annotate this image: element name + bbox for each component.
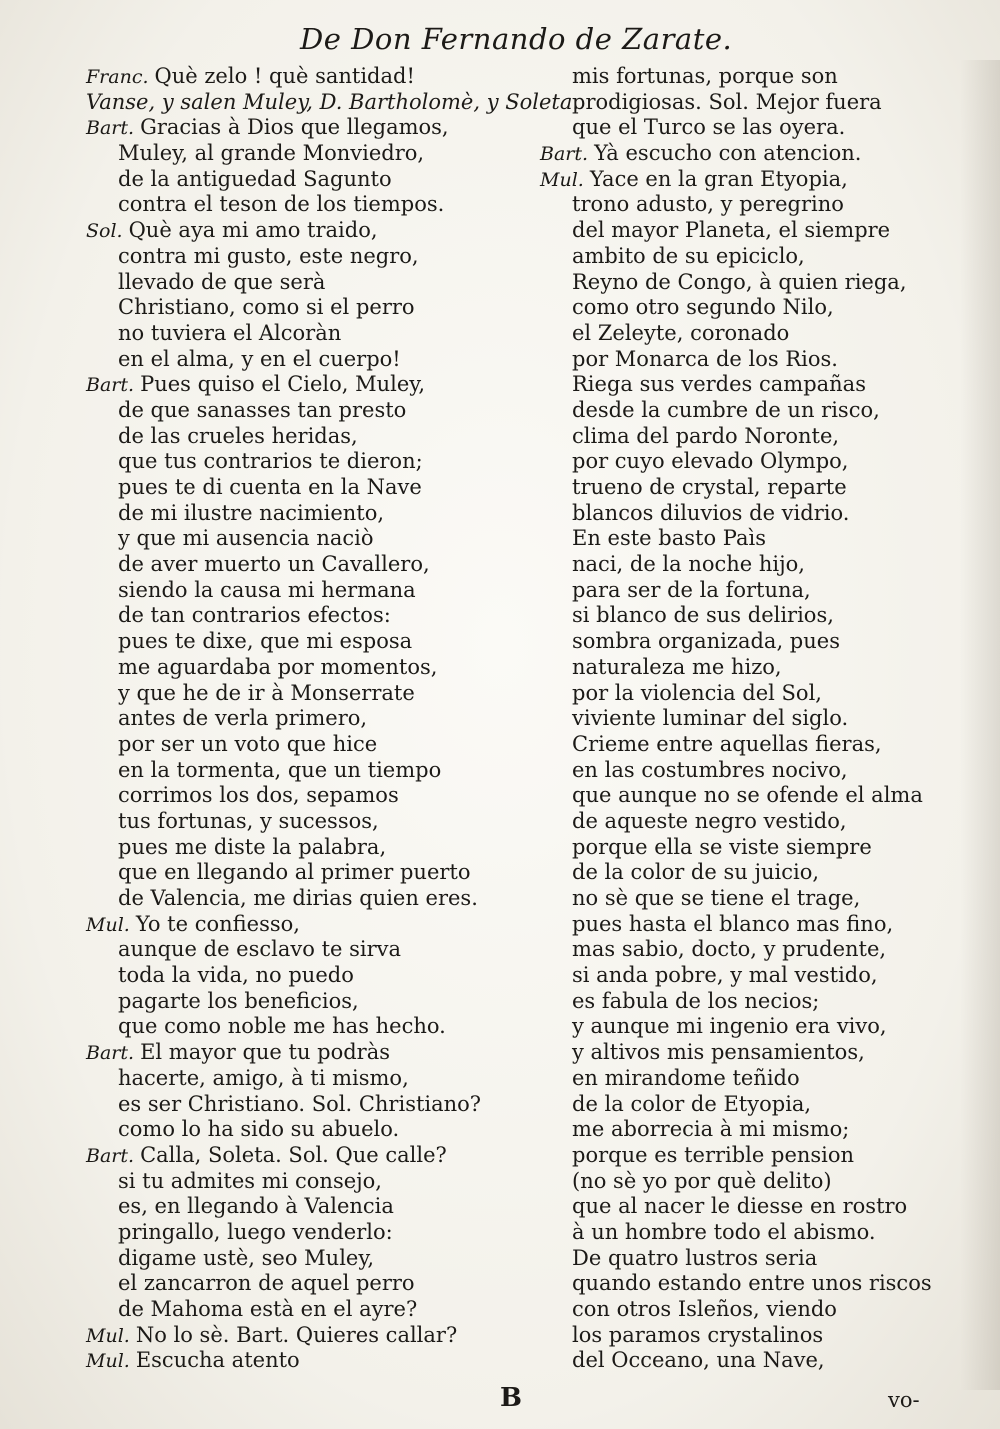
verse-line: pues te dixe, que mi esposa xyxy=(118,629,413,654)
verse-line: y que he de ir à Monserrate xyxy=(118,680,415,705)
verse-line: por la violencia del Sol, xyxy=(572,680,822,705)
verse-line: siendo la causa mi hermana xyxy=(118,577,416,602)
verse-line xyxy=(86,115,516,141)
speaker-name: Mul. xyxy=(540,168,584,191)
verse-line: me aguardaba por momentos, xyxy=(118,654,438,679)
verse-line: en las costumbres nocivo, xyxy=(572,757,848,782)
verse-line xyxy=(86,218,516,244)
verse-line: de aqueste negro vestido, xyxy=(572,808,847,833)
verse-line: es ser Christiano. Sol. Christiano? xyxy=(118,1091,482,1116)
verse-line: por ser un voto que hice xyxy=(118,731,378,756)
speaker-name: Bart. xyxy=(540,143,589,166)
verse-line: contra mi gusto, este negro, xyxy=(118,243,419,268)
verse-line: corrimos los dos, sepamos xyxy=(118,783,399,808)
verse-line: que aunque no se ofende el alma xyxy=(572,783,923,808)
verse-line: para ser de la fortuna, xyxy=(572,577,811,602)
verse-line: mis fortunas, porque son xyxy=(572,64,838,88)
verse-line: de aver muerto un Cavallero, xyxy=(118,552,430,577)
verse-text: Yà escucho con atencion. xyxy=(594,141,862,166)
verse-line: y altivos mis pensamientos, xyxy=(572,1040,865,1065)
verse-line: y aunque mi ingenio era vivo, xyxy=(572,1014,887,1039)
verse-line: De quatro lustros seria xyxy=(572,1245,818,1270)
verse-line: Muley, al grande Monviedro, xyxy=(118,141,425,166)
verse-line: naturaleza me hizo, xyxy=(572,654,782,679)
verse-line: llevado de que serà xyxy=(118,269,326,294)
verse-line: blancos diluvios de vidrio. xyxy=(572,500,850,525)
verse-line: de mi ilustre nacimiento, xyxy=(118,500,385,525)
verse-line: pues me diste la palabra, xyxy=(118,834,387,859)
verse-line: (no sè yo por què delito) xyxy=(572,1168,832,1193)
verse-line: pringallo, luego venderlo: xyxy=(118,1219,393,1244)
verse-line: me aborrecia à mi mismo; xyxy=(572,1117,850,1142)
verse-line: el zancarron de aquel perro xyxy=(118,1271,415,1296)
verse-line: de la antiguedad Sagunto xyxy=(118,166,392,191)
speaker-name: Franc. xyxy=(86,66,149,88)
verse-line: porque es terrible pension xyxy=(572,1142,855,1167)
verse-line: que tus contrarios te dieron; xyxy=(118,449,423,474)
verse-line: porque ella se viste siempre xyxy=(572,834,872,859)
verse-text: Calla, Soleta. Sol. Que calle? xyxy=(140,1142,447,1167)
verse-line: viviente luminar del siglo. xyxy=(572,706,849,731)
verse-line: de Valencia, me dirias quien eres. xyxy=(118,886,478,910)
verse-line: digame ustè, seo Muley, xyxy=(118,1245,375,1270)
verse-line: en la tormenta, que un tiempo xyxy=(118,757,442,782)
speaker-name: Mul. xyxy=(86,1324,130,1347)
verse-text: Gracias à Dios que llegamos, xyxy=(140,115,449,140)
verse-text: Què aya mi amo traido, xyxy=(128,218,378,243)
verse-line: de tan contrarios efectos: xyxy=(118,603,391,628)
verse-line: contra el teson de los tiempos. xyxy=(118,192,445,217)
verse-line: toda la vida, no puedo xyxy=(118,963,354,988)
signature-mark: B xyxy=(500,1383,522,1413)
verse-line: aunque de esclavo te sirva xyxy=(118,937,402,962)
verse-line: en el alma, y en el cuerpo! xyxy=(118,346,401,371)
verse-line: quando estando entre unos riscos xyxy=(572,1271,932,1296)
verse-line xyxy=(86,372,516,398)
verse-line: antes de verla primero, xyxy=(118,706,368,731)
verse-line: en mirandome teñido xyxy=(572,1065,800,1090)
verse-line: Crieme entre aquellas fieras, xyxy=(572,731,882,756)
verse-line: que en llegando al primer puerto xyxy=(118,860,471,885)
verse-line xyxy=(86,1348,516,1374)
speaker-name: Bart. xyxy=(86,117,135,140)
page-edge-shadow xyxy=(960,60,1000,1390)
speaker-name: Bart. xyxy=(86,1144,135,1167)
left-column xyxy=(86,64,580,1374)
verse-line: el Zeleyte, coronado xyxy=(572,320,790,345)
verse-line: si anda pobre, y mal vestido, xyxy=(572,963,878,988)
speaker-name: Mul. xyxy=(86,1350,130,1373)
speaker-name: Mul. xyxy=(86,913,130,936)
verse-line: prodigiosas. Sol. Mejor fuera xyxy=(572,89,882,114)
verse-line: desde la cumbre de un risco, xyxy=(572,397,880,422)
verse-line: de la color de Etyopia, xyxy=(572,1091,812,1116)
speaker-name: Bart. xyxy=(86,374,135,397)
verse-line: tus fortunas, y sucessos, xyxy=(118,808,379,833)
speaker-name: Sol. xyxy=(86,220,123,243)
verse-text: Pues quiso el Cielo, Muley, xyxy=(140,372,426,397)
verse-line xyxy=(86,1143,516,1169)
verse-line: Riega sus verdes campañas xyxy=(572,372,866,397)
verse-line: como lo ha sido su abuelo. xyxy=(118,1117,400,1142)
verse-line: los paramos crystalinos xyxy=(572,1322,824,1347)
verse-line: à un hombre todo el abismo. xyxy=(572,1219,876,1244)
verse-line: no tuviera el Alcoràn xyxy=(118,320,342,345)
verse-line: por cuyo elevado Olympo, xyxy=(572,449,849,474)
verse-line: clima del pardo Noronte, xyxy=(572,423,840,448)
verse-line: por Monarca de los Rios. xyxy=(572,346,838,371)
right-column xyxy=(540,64,940,1374)
verse-text: Escucha atento xyxy=(135,1348,300,1373)
verse-text: Yo te confiesso, xyxy=(135,911,300,936)
verse-line xyxy=(540,141,940,167)
verse-line: En este basto Paìs xyxy=(572,526,766,551)
verse-line: naci, de la noche hijo, xyxy=(572,552,805,577)
verse-line: pues te di cuenta en la Nave xyxy=(118,475,422,499)
verse-line: mas sabio, docto, y prudente, xyxy=(572,937,887,962)
verse-line: ambito de su epiciclo, xyxy=(572,243,805,268)
verse-line: de la color de su juicio, xyxy=(572,860,820,885)
verse-line xyxy=(86,912,516,938)
speaker-name: Bart. xyxy=(86,1042,135,1065)
verse-line: que el Turco se las oyera. xyxy=(572,115,846,140)
verse-line: si tu admites mi consejo, xyxy=(118,1168,382,1193)
verse-line xyxy=(86,1040,516,1066)
verse-line xyxy=(540,167,940,193)
verse-line xyxy=(86,1323,516,1349)
verse-text: Yace en la gran Etyopia, xyxy=(589,166,848,191)
verse-line: Christiano, como si el perro xyxy=(118,295,415,320)
verse-text: Què zelo ! què santidad! xyxy=(154,64,415,88)
verse-line: de Mahoma està en el ayre? xyxy=(118,1297,418,1321)
verse-line: del Occeano, una Nave, xyxy=(572,1348,825,1373)
verse-line: es, en llegando à Valencia xyxy=(118,1194,394,1219)
catchword: vo- xyxy=(888,1388,920,1412)
verse-line: trueno de crystal, reparte xyxy=(572,475,847,499)
stage-direction: Vanse, y salen Muley, D. Bartholomè, y Soleta. xyxy=(86,89,580,114)
running-header: De Don Fernando de Zarate. xyxy=(300,22,733,56)
verse-line: es fabula de los necios; xyxy=(572,988,820,1013)
verse-line: pues hasta el blanco mas fino, xyxy=(572,911,894,936)
verse-line: como otro segundo Nilo, xyxy=(572,295,834,320)
verse-line: de las crueles heridas, xyxy=(118,423,358,448)
verse-line: y que mi ausencia naciò xyxy=(118,526,374,551)
verse-text: El mayor que tu podràs xyxy=(140,1040,391,1065)
verse-line: que al nacer le diesse en rostro xyxy=(572,1194,908,1219)
verse-line: con otros Isleños, viendo xyxy=(572,1297,837,1321)
verse-text: No lo sè. Bart. Quieres callar? xyxy=(135,1322,458,1347)
verse-line: no sè que se tiene el trage, xyxy=(572,886,861,910)
verse-line: hacerte, amigo, à ti mismo, xyxy=(118,1065,409,1090)
verse-line: pagarte los beneficios, xyxy=(118,988,359,1013)
verse-line: sombra organizada, pues xyxy=(572,629,840,654)
verse-line xyxy=(86,64,516,90)
verse-line: que como noble me has hecho. xyxy=(118,1014,446,1039)
verse-line: si blanco de sus delirios, xyxy=(572,603,834,628)
verse-line: de que sanasses tan presto xyxy=(118,397,407,422)
verse-line: del mayor Planeta, el siempre xyxy=(572,218,891,243)
verse-line: Reyno de Congo, à quien riega, xyxy=(572,269,907,294)
verse-line: trono adusto, y peregrino xyxy=(572,192,844,217)
